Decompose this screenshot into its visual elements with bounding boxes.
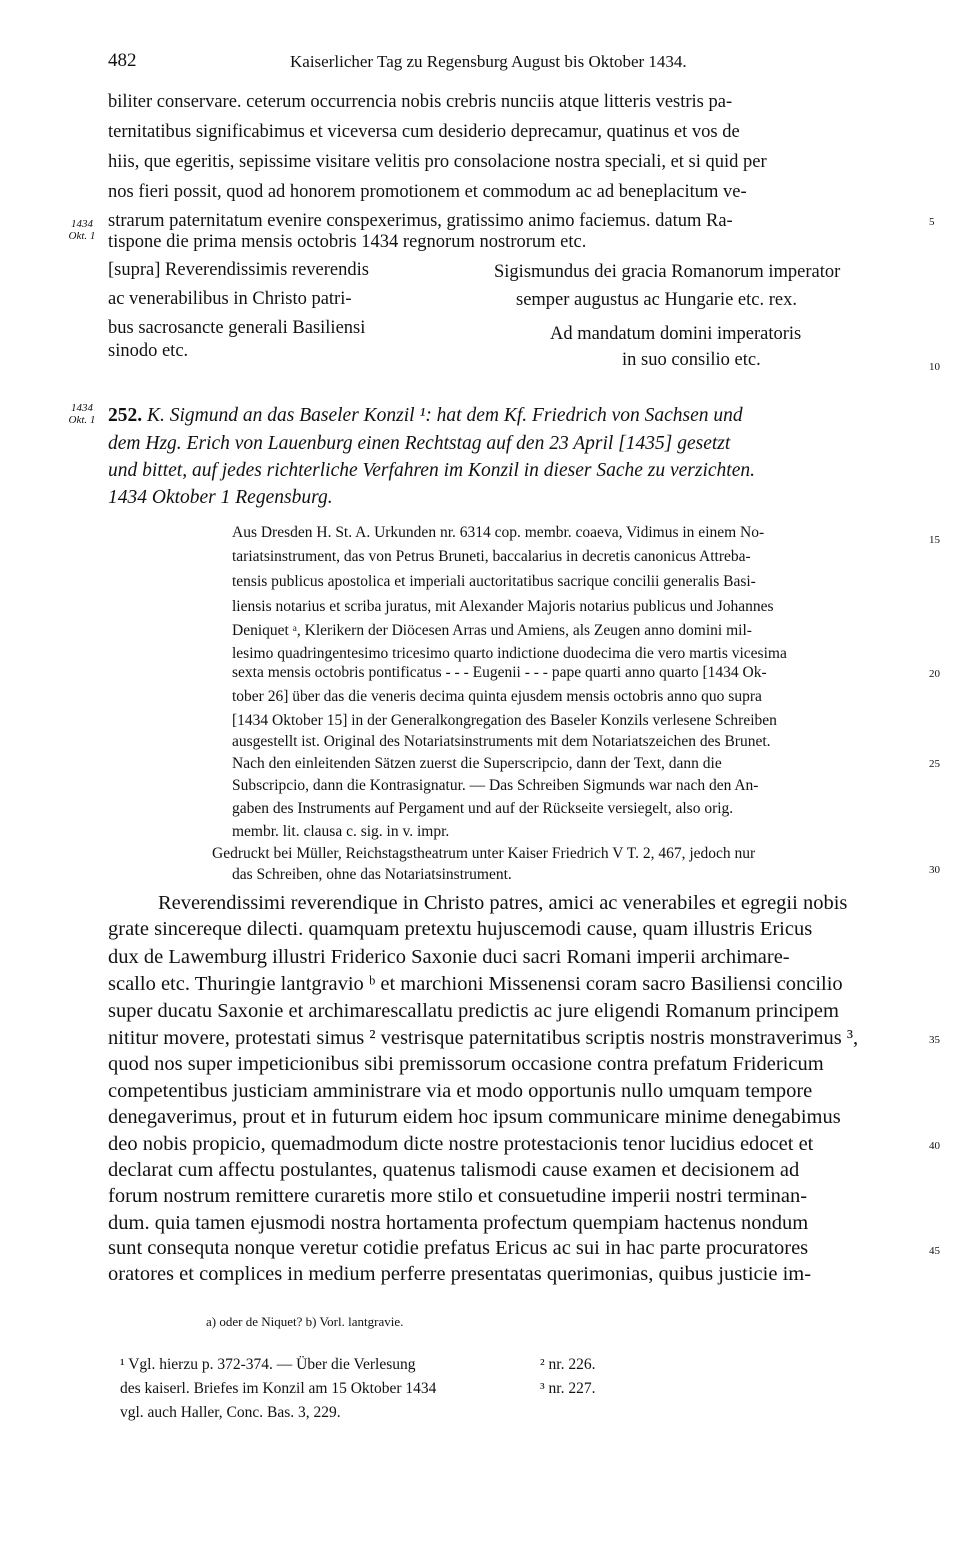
source-line: ausgestellt ist. Original des Notariatsinstruments mit dem Notariatszeichen des Brunet. bbox=[232, 733, 771, 750]
heading-line: dem Hzg. Erich von Lauenburg einen Rechtstag auf den 23 April [1435] gesetzt bbox=[108, 433, 731, 454]
source-line: Deniquet ᵃ, Klerikern der Diöcesen Arras und Amiens, als Zeugen anno domini mil- bbox=[232, 622, 752, 639]
signature-line: semper augustus ac Hungarie etc. rex. bbox=[516, 290, 797, 310]
line-number: 35 bbox=[929, 1034, 940, 1046]
source-line: tariatsinstrument, das von Petrus Bruneti, baccalarius in decretis canonicus Attreba- bbox=[232, 548, 751, 565]
line-number: 20 bbox=[929, 668, 940, 680]
margin-year: 1434 bbox=[71, 218, 93, 230]
margin-date: Okt. 1 bbox=[68, 230, 96, 242]
body-line: scallo etc. Thuringie lantgravio ᵇ et marchioni Missenensi coram sacro Basiliensi concilio bbox=[108, 973, 843, 995]
source-line: Nach den einleitenden Sätzen zuerst die Superscripcio, dann der Text, dann die bbox=[232, 755, 722, 772]
address-line: ac venerabilibus in Christo patri- bbox=[108, 289, 352, 309]
footnote-line: des kaiserl. Briefes im Konzil am 15 Oktober 1434 bbox=[120, 1380, 437, 1397]
footnote-line: ³ nr. 227. bbox=[540, 1380, 596, 1397]
intro-line: nos fieri possit, quod ad honorem promotionem et commodum ac ad beneplacitum ve- bbox=[108, 182, 747, 202]
line-number: 10 bbox=[929, 361, 940, 373]
line-number: 45 bbox=[929, 1245, 940, 1257]
page-number: 482 bbox=[108, 50, 137, 71]
body-line: grate sincereque dilecti. quamquam pretextu hujuscemodi cause, quam illustris Ericus bbox=[108, 918, 813, 940]
margin-date-note bbox=[62, 402, 102, 426]
body-line: dux de Lawemburg illustri Friderico Saxonie duci sacri Romani imperii archimare- bbox=[108, 946, 790, 968]
signature-block bbox=[494, 262, 924, 372]
body-line: oratores et complices in medium perferre presentatas querimonias, quibus justicie im- bbox=[108, 1263, 812, 1285]
source-line: membr. lit. clausa c. sig. in v. impr. bbox=[232, 823, 450, 840]
line-number: 40 bbox=[929, 1140, 940, 1152]
footnote-line: ¹ Vgl. hierzu p. 372-374. — Über die Verlesung bbox=[120, 1356, 416, 1373]
source-line: tober 26] über das die veneris decima quinta ejusdem mensis octobris anno quo supra bbox=[232, 688, 762, 705]
address-line: bus sacrosancte generali Basiliensi bbox=[108, 318, 366, 338]
source-line: Aus Dresden H. St. A. Urkunden nr. 6314 cop. membr. coaeva, Vidimus in einem No- bbox=[232, 524, 765, 541]
source-line: liensis notarius et scriba juratus, mit Alexander Majoris notarius publicus und Johannes bbox=[232, 598, 774, 615]
body-line: forum nostrum remittere curaretis more stilo et consuetudine imperii nostri terminan- bbox=[108, 1185, 808, 1207]
margin-date-note bbox=[62, 218, 102, 242]
address-superscription bbox=[108, 260, 488, 370]
signature-line: Sigismundus dei gracia Romanorum imperator bbox=[494, 262, 841, 282]
intro-line: ternitatibus significabimus et viceversa cum desiderio deprecamur, quatinus et vos de bbox=[108, 122, 740, 142]
body-line: competentibus justiciam amministrare via et modo opportunis nullo umquam tempore bbox=[108, 1080, 813, 1102]
source-line: sexta mensis octobris pontificatus - - - Eugenii - - - pape quarti anno quarto [1434 Ok- bbox=[232, 664, 767, 681]
address-line: sinodo etc. bbox=[108, 341, 189, 361]
footnote-line: ² nr. 226. bbox=[540, 1356, 596, 1373]
body-line: super ducatu Saxonie et archimarescallatu predictis ac jure eligendi Romanum principem bbox=[108, 1000, 839, 1022]
body-line: declarat cum affectu postulantes, quatenus talismodi cause examen et decisionem ad bbox=[108, 1159, 800, 1181]
line-number: 25 bbox=[929, 758, 940, 770]
print-line: das Schreiben, ohne das Notariatsinstrument. bbox=[232, 866, 512, 883]
body-line: nititur movere, protestati simus ² vestrisque paternitatibus scriptis nostris monstraverimus ³, bbox=[108, 1027, 859, 1049]
body-line: quod nos super impeticionibus sibi premissorum occasione contra prefatum Fridericum bbox=[108, 1053, 824, 1075]
signature-line: Ad mandatum domini imperatoris bbox=[550, 324, 802, 344]
body-line: denegaverimus, prout et in futurum eidem hoc ipsum communicare minime denegabimus bbox=[108, 1106, 841, 1128]
intro-line: hiis, que egeritis, sepissime visitare velitis pro consolacione nostra speciali, et si quid per bbox=[108, 152, 767, 172]
intro-line: biliter conservare. ceterum occurrencia nobis crebris nunciis atque litteris vestris pa- bbox=[108, 92, 733, 112]
heading-line: 1434 Oktober 1 Regensburg. bbox=[108, 487, 333, 508]
source-line: tensis publicus apostolica et imperiali auctoritatibus sacrique concilii generalis Basi- bbox=[232, 573, 756, 590]
running-title: Kaiserlicher Tag zu Regensburg August bis Oktober 1434. bbox=[290, 52, 687, 71]
heading-line: K. Sigmund an das Baseler Konzil ¹: hat dem Kf. Friedrich von Sachsen und bbox=[147, 405, 743, 426]
body-line: dum. quia tamen ejusmodi nostra hortamenta profectum quempiam hactenus nondum bbox=[108, 1212, 809, 1234]
body-line: deo nobis propicio, quemadmodum dicte nostre protestacionis tenor lucidius edocet et bbox=[108, 1133, 814, 1155]
intro-line: tispone die prima mensis octobris 1434 regnorum nostrorum etc. bbox=[108, 232, 587, 252]
document-number: 252. bbox=[108, 405, 143, 426]
source-line: lesimo quadringentesimo tricesimo quarto indictione duodecima die vero martis vicesima bbox=[232, 645, 787, 662]
line-number: 30 bbox=[929, 864, 940, 876]
print-line: Gedruckt bei Müller, Reichstagstheatrum unter Kaiser Friedrich V T. 2, 467, jedoch nur bbox=[212, 845, 756, 862]
body-line: Reverendissimi reverendique in Christo patres, amici ac venerabiles et egregii nobis bbox=[158, 892, 848, 914]
source-line: Subscripcio, dann die Kontrasignatur. — Das Schreiben Sigmunds war nach den An- bbox=[232, 777, 759, 794]
source-line: gaben des Instruments auf Pergament und auf der Rückseite versiegelt, also orig. bbox=[232, 800, 734, 817]
source-line: [1434 Oktober 15] in der Generalkongregation des Baseler Konzils verlesene Schreiben bbox=[232, 712, 777, 729]
line-number: 15 bbox=[929, 534, 940, 546]
margin-date: Okt. 1 bbox=[68, 414, 96, 426]
footnote-line: vgl. auch Haller, Conc. Bas. 3, 229. bbox=[120, 1404, 341, 1421]
heading-line: und bittet, auf jedes richterliche Verfahren im Konzil in dieser Sache zu verzichten. bbox=[108, 460, 755, 481]
line-number: 5 bbox=[929, 216, 935, 228]
variant-apparatus: a) oder de Niquet? b) Vorl. lantgravie. bbox=[206, 1314, 404, 1329]
signature-line: in suo consilio etc. bbox=[622, 350, 761, 370]
margin-year: 1434 bbox=[71, 402, 93, 414]
address-line: [supra] Reverendissimis reverendis bbox=[108, 260, 369, 280]
intro-line: strarum paternitatum evenire conspexerimus, gratissimo animo faciemus. datum Ra- bbox=[108, 211, 733, 231]
body-line: sunt consequta nonque veretur cotidie prefatus Ericus ac sui in hac parte procuratores bbox=[108, 1237, 809, 1259]
